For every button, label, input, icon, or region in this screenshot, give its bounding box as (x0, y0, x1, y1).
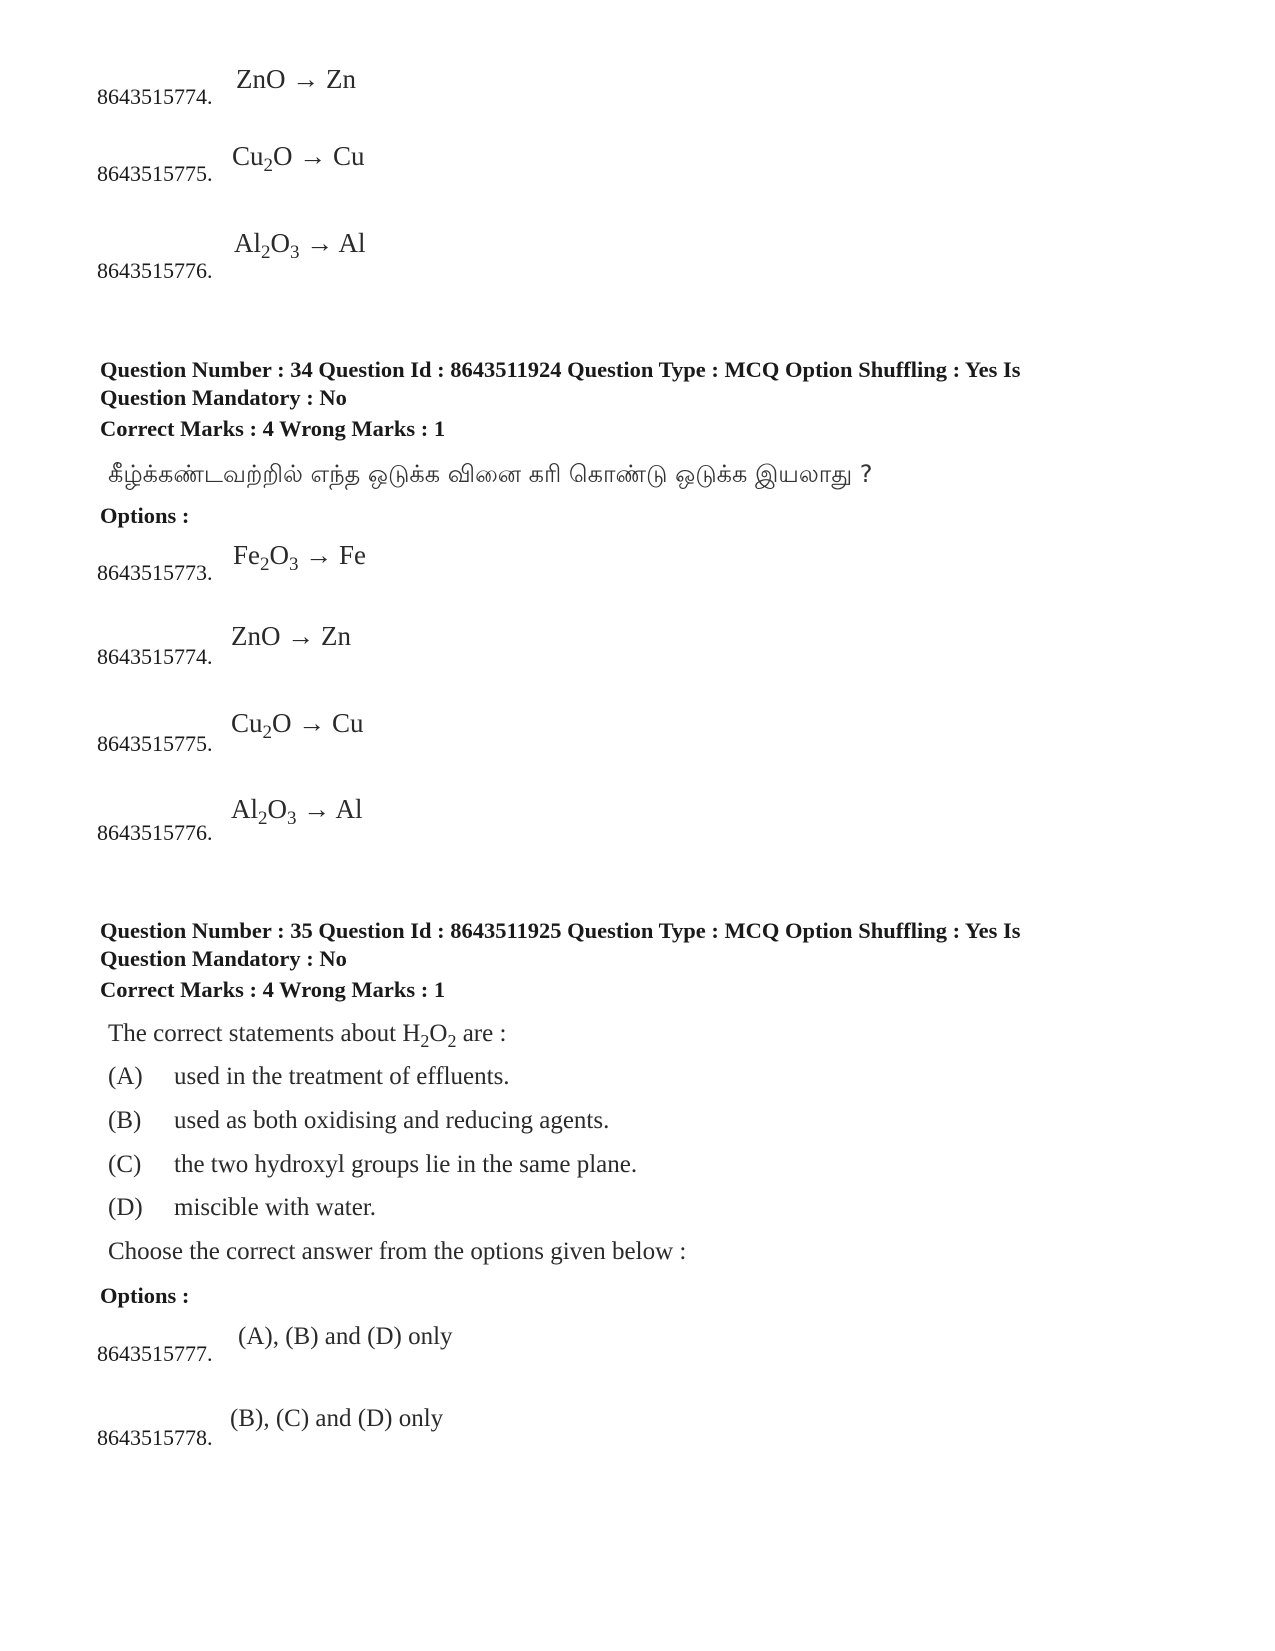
option-formula[interactable]: $Cu_2O \to Cu$ (232, 141, 365, 176)
option-formula[interactable]: $Al_2O_3 \to Al$ (234, 228, 366, 263)
option-formula[interactable]: $Cu_2O \to Cu$ (231, 708, 364, 743)
marks-info: Correct Marks : 4 Wrong Marks : 1 (100, 977, 446, 1002)
option-id: 8643515777. (97, 1341, 213, 1366)
option-id: 8643515775. (97, 161, 213, 186)
option-text[interactable]: (B), (C) and (D) only (230, 1405, 444, 1432)
option-formula[interactable]: $Fe_2O_3 \to Fe$ (233, 540, 366, 575)
statement-a: (A) used in the treatment of effluents. (108, 1063, 510, 1090)
options-label: Options : (100, 1283, 190, 1308)
question-header: Question Number : 35 Question Id : 8643511925 Question Type : MCQ Option Shuffling : Yes Is Question Mandatory : No (100, 918, 1021, 971)
instruction-text: Choose the correct answer from the options given below : (108, 1238, 687, 1265)
question-text: கீழ்க்கண்டவற்றில் எந்த ஒடுக்க வினை கரி கொண்டு ஒடுக்க இயலாது ? (108, 460, 873, 488)
statement-d: (D) miscible with water. (108, 1194, 377, 1221)
statement-c: (C) the two hydroxyl groups lie in the same plane. (108, 1151, 638, 1178)
option-id: 8643515776. (97, 258, 213, 283)
question-stem: The correct statements about $H_2O_2$ are : (108, 1020, 507, 1051)
question-header: Question Number : 34 Question Id : 8643511924 Question Type : MCQ Option Shuffling : Yes Is Question Mandatory : No (100, 357, 1021, 410)
option-id: 8643515774. (97, 84, 213, 109)
statement-b: (B) used as both oxidising and reducing agents. (108, 1107, 610, 1134)
option-id: 8643515773. (97, 560, 213, 585)
option-id: 8643515776. (97, 820, 213, 845)
option-formula[interactable]: ZnO → Zn (231, 621, 351, 651)
option-formula[interactable]: $Al_2O_3 \to Al$ (231, 794, 363, 829)
option-id: 8643515775. (97, 731, 213, 756)
option-text[interactable]: (A), (B) and (D) only (238, 1323, 453, 1350)
option-formula[interactable]: ZnO → Zn (236, 64, 356, 94)
options-label: Options : (100, 503, 190, 528)
marks-info: Correct Marks : 4 Wrong Marks : 1 (100, 416, 446, 441)
option-id: 8643515774. (97, 644, 213, 669)
option-id: 8643515778. (97, 1425, 213, 1450)
